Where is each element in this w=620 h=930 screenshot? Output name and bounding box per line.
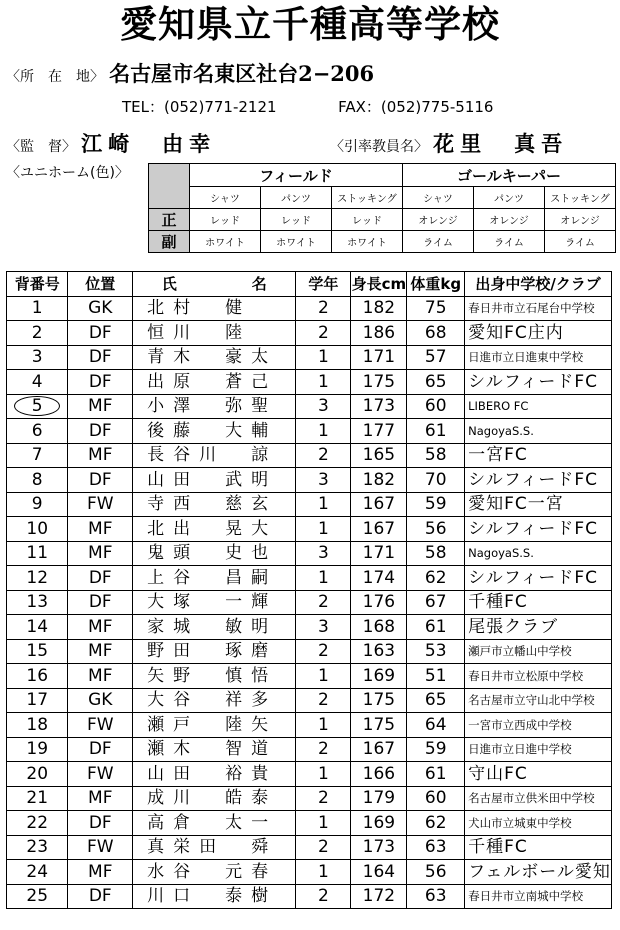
- uniform-color: オレンジ: [403, 209, 474, 231]
- address-value: 名古屋市名東区社台2−206: [109, 61, 375, 86]
- school-title: 愛知県立千種高等学校: [120, 3, 500, 46]
- player-grade: 1: [296, 811, 351, 836]
- player-height: 182: [351, 296, 407, 321]
- player-height: 167: [351, 517, 407, 542]
- uniform-color: ホワイト: [332, 231, 403, 253]
- player-name: 成川 皓泰: [133, 786, 296, 811]
- table-row: [7, 566, 612, 591]
- player-weight: 60: [407, 394, 465, 419]
- player-club: LIBERO FC: [465, 394, 612, 419]
- table-row: [7, 345, 612, 370]
- player-weight: 63: [407, 835, 465, 860]
- player-name: 寺西 慈玄: [133, 492, 296, 517]
- player-position: MF: [68, 639, 133, 664]
- coach-name: 江崎 由幸: [81, 131, 217, 156]
- player-position: DF: [68, 370, 133, 395]
- player-weight: 53: [407, 639, 465, 664]
- player-number: 7: [7, 443, 68, 468]
- player-position: GK: [68, 688, 133, 713]
- player-grade: 3: [296, 394, 351, 419]
- player-height: 166: [351, 762, 407, 787]
- player-grade: 1: [296, 419, 351, 444]
- uniform-row-label: 副: [149, 231, 190, 253]
- player-height: 169: [351, 664, 407, 689]
- player-number: 6: [7, 419, 68, 444]
- player-number: [7, 394, 68, 419]
- header-number: 背番号: [7, 272, 68, 297]
- header-grade: 学年: [296, 272, 351, 297]
- player-height: 176: [351, 590, 407, 615]
- player-position: FW: [68, 762, 133, 787]
- player-club: フェルボール愛知: [465, 860, 612, 885]
- player-club: 一宮FC: [465, 443, 612, 468]
- table-row: [7, 664, 612, 689]
- player-number: 19: [7, 737, 68, 762]
- player-club: 名古屋市立守山北中学校: [465, 688, 612, 713]
- coach-row: [6, 128, 216, 158]
- player-number: 9: [7, 492, 68, 517]
- tel-number: TEL：(052)771-2121: [122, 98, 277, 116]
- coach-label: 〈監 督〉: [6, 139, 76, 155]
- player-weight: 62: [407, 811, 465, 836]
- header-height: 身長cm: [351, 272, 407, 297]
- player-position: DF: [68, 884, 133, 909]
- contact-row: [122, 96, 493, 117]
- player-position: MF: [68, 517, 133, 542]
- teacher-row: [330, 128, 568, 158]
- player-height: 175: [351, 370, 407, 395]
- player-number: 14: [7, 615, 68, 640]
- player-name: 山田 裕貴: [133, 762, 296, 787]
- player-name: 家城 敏明: [133, 615, 296, 640]
- player-club: 名古屋市立供米田中学校: [465, 786, 612, 811]
- player-number: 21: [7, 786, 68, 811]
- player-grade: 1: [296, 713, 351, 738]
- player-weight: 61: [407, 762, 465, 787]
- player-name: 鬼頭 史也: [133, 541, 296, 566]
- player-number: 24: [7, 860, 68, 885]
- uniform-secondary-row: [149, 231, 616, 253]
- player-position: DF: [68, 321, 133, 346]
- player-number: 18: [7, 713, 68, 738]
- player-weight: 58: [407, 443, 465, 468]
- table-row: [7, 835, 612, 860]
- player-height: 175: [351, 713, 407, 738]
- player-name: 水谷 元春: [133, 860, 296, 885]
- player-name: 北出 晃大: [133, 517, 296, 542]
- player-name: 野田 琢磨: [133, 639, 296, 664]
- fax-number: FAX：(052)775-5116: [338, 98, 494, 116]
- uniform-color: レッド: [190, 209, 261, 231]
- teacher-label: 〈引率教員名〉: [330, 139, 428, 155]
- player-weight: 60: [407, 786, 465, 811]
- player-name: 川口 泰樹: [133, 884, 296, 909]
- player-position: MF: [68, 394, 133, 419]
- player-name: 出原 蒼己: [133, 370, 296, 395]
- player-grade: 3: [296, 468, 351, 493]
- table-row: [7, 419, 612, 444]
- player-weight: 59: [407, 737, 465, 762]
- player-grade: 2: [296, 737, 351, 762]
- uniform-item: ストッキング: [545, 187, 616, 209]
- player-name: 山田 武明: [133, 468, 296, 493]
- player-height: 172: [351, 884, 407, 909]
- player-position: MF: [68, 786, 133, 811]
- player-position: MF: [68, 443, 133, 468]
- player-weight: 62: [407, 566, 465, 591]
- table-row: [7, 860, 612, 885]
- player-height: 179: [351, 786, 407, 811]
- player-height: 177: [351, 419, 407, 444]
- table-row: [7, 296, 612, 321]
- player-club: NagoyaS.S.: [465, 541, 612, 566]
- table-row: [7, 443, 612, 468]
- uniform-color: レッド: [332, 209, 403, 231]
- player-grade: 1: [296, 762, 351, 787]
- player-number: 3: [7, 345, 68, 370]
- player-club: 日進市立日進中学校: [465, 737, 612, 762]
- header-name: 氏 名: [133, 272, 296, 297]
- player-number: 4: [7, 370, 68, 395]
- player-height: 174: [351, 566, 407, 591]
- player-grade: 2: [296, 443, 351, 468]
- player-number: 15: [7, 639, 68, 664]
- uniform-table: [148, 163, 616, 253]
- table-row: [7, 590, 612, 615]
- player-name: 長谷川 諒: [133, 443, 296, 468]
- player-grade: 1: [296, 517, 351, 542]
- table-row: [7, 541, 612, 566]
- player-grade: 1: [296, 345, 351, 370]
- uniform-item: シャツ: [190, 187, 261, 209]
- table-row: [7, 884, 612, 909]
- player-weight: 51: [407, 664, 465, 689]
- player-position: FW: [68, 713, 133, 738]
- uniform-row-label: 正: [149, 209, 190, 231]
- player-name: 恒川 陸: [133, 321, 296, 346]
- teacher-name: 花里 真吾: [433, 131, 569, 156]
- uniform-corner: [149, 164, 190, 209]
- player-weight: 65: [407, 370, 465, 395]
- player-number: 23: [7, 835, 68, 860]
- player-club: 春日井市立南城中学校: [465, 884, 612, 909]
- player-number: 17: [7, 688, 68, 713]
- table-row: [7, 713, 612, 738]
- player-weight: 68: [407, 321, 465, 346]
- player-weight: 58: [407, 541, 465, 566]
- player-club: 守山FC: [465, 762, 612, 787]
- player-club: 愛知FC一宮: [465, 492, 612, 517]
- player-number: 22: [7, 811, 68, 836]
- table-row: [7, 321, 612, 346]
- player-name: 瀬戸 陸矢: [133, 713, 296, 738]
- table-row: [7, 737, 612, 762]
- player-club: 瀬戸市立幡山中学校: [465, 639, 612, 664]
- player-name: 高倉 太一: [133, 811, 296, 836]
- uniform-color: ライム: [403, 231, 474, 253]
- uniform-item: ストッキング: [332, 187, 403, 209]
- player-number: 1: [7, 296, 68, 321]
- player-grade: 1: [296, 860, 351, 885]
- player-height: 169: [351, 811, 407, 836]
- table-row: [7, 639, 612, 664]
- player-club: シルフィードFC: [465, 370, 612, 395]
- table-row: [7, 688, 612, 713]
- player-height: 173: [351, 835, 407, 860]
- player-grade: 2: [296, 321, 351, 346]
- player-grade: 1: [296, 370, 351, 395]
- player-weight: 61: [407, 615, 465, 640]
- player-grade: 2: [296, 835, 351, 860]
- uniform-color: ホワイト: [261, 231, 332, 253]
- player-club: 春日井市立石尾台中学校: [465, 296, 612, 321]
- table-row: [7, 762, 612, 787]
- player-grade: 2: [296, 296, 351, 321]
- player-position: DF: [68, 737, 133, 762]
- player-grade: 1: [296, 566, 351, 591]
- player-grade: 2: [296, 786, 351, 811]
- player-grade: 2: [296, 884, 351, 909]
- player-club: 犬山市立城東中学校: [465, 811, 612, 836]
- player-number: 2: [7, 321, 68, 346]
- uniform-color: レッド: [261, 209, 332, 231]
- player-height: 167: [351, 492, 407, 517]
- player-number: 8: [7, 468, 68, 493]
- uniform-color: オレンジ: [545, 209, 616, 231]
- player-weight: 63: [407, 884, 465, 909]
- roster-body: [7, 296, 612, 909]
- roster-header-row: [7, 272, 612, 297]
- player-number: 20: [7, 762, 68, 787]
- player-height: 171: [351, 541, 407, 566]
- address-label: 〈所 在 地〉: [6, 69, 104, 85]
- player-number: 13: [7, 590, 68, 615]
- player-height: 182: [351, 468, 407, 493]
- player-position: MF: [68, 860, 133, 885]
- table-row: [7, 811, 612, 836]
- player-height: 175: [351, 688, 407, 713]
- player-position: DF: [68, 468, 133, 493]
- field-header: フィールド: [190, 164, 403, 187]
- player-weight: 75: [407, 296, 465, 321]
- player-club: 春日井市立松原中学校: [465, 664, 612, 689]
- player-grade: 1: [296, 492, 351, 517]
- player-number: 11: [7, 541, 68, 566]
- player-position: MF: [68, 664, 133, 689]
- player-number: 16: [7, 664, 68, 689]
- player-club: 千種FC: [465, 590, 612, 615]
- player-position: DF: [68, 811, 133, 836]
- player-weight: 70: [407, 468, 465, 493]
- player-club: シルフィードFC: [465, 468, 612, 493]
- header-club: 出身中学校/クラブ: [465, 272, 612, 297]
- player-height: 168: [351, 615, 407, 640]
- player-weight: 59: [407, 492, 465, 517]
- roster-table: [6, 271, 612, 909]
- player-club: 日進市立日進東中学校: [465, 345, 612, 370]
- table-row: [7, 492, 612, 517]
- player-height: 164: [351, 860, 407, 885]
- player-position: MF: [68, 541, 133, 566]
- player-number: 25: [7, 884, 68, 909]
- uniform-color: ライム: [545, 231, 616, 253]
- player-name: 後藤 大輔: [133, 419, 296, 444]
- player-name: 矢野 慎悟: [133, 664, 296, 689]
- uniform-color: ホワイト: [190, 231, 261, 253]
- player-grade: 3: [296, 615, 351, 640]
- player-position: MF: [68, 615, 133, 640]
- player-height: 186: [351, 321, 407, 346]
- player-height: 167: [351, 737, 407, 762]
- player-club: 一宮市立西成中学校: [465, 713, 612, 738]
- player-name: 小澤 弥聖: [133, 394, 296, 419]
- player-number: 12: [7, 566, 68, 591]
- player-name: 真栄田 舜: [133, 835, 296, 860]
- player-grade: 2: [296, 688, 351, 713]
- player-weight: 67: [407, 590, 465, 615]
- table-row: [7, 370, 612, 395]
- uniform-item: パンツ: [261, 187, 332, 209]
- captain-circled-number: 5: [14, 396, 60, 416]
- player-height: 165: [351, 443, 407, 468]
- player-weight: 57: [407, 345, 465, 370]
- uniform-color: オレンジ: [474, 209, 545, 231]
- player-position: FW: [68, 492, 133, 517]
- uniform-item: シャツ: [403, 187, 474, 209]
- table-row: [7, 615, 612, 640]
- player-name: 北村 健: [133, 296, 296, 321]
- player-weight: 56: [407, 860, 465, 885]
- player-grade: 1: [296, 664, 351, 689]
- player-club: NagoyaS.S.: [465, 419, 612, 444]
- player-name: 上谷 昌嗣: [133, 566, 296, 591]
- player-height: 171: [351, 345, 407, 370]
- uniform-primary-row: [149, 209, 616, 231]
- player-weight: 64: [407, 713, 465, 738]
- player-club: 千種FC: [465, 835, 612, 860]
- player-position: FW: [68, 835, 133, 860]
- header-position: 位置: [68, 272, 133, 297]
- player-name: 大谷 祥多: [133, 688, 296, 713]
- uniform-item: パンツ: [474, 187, 545, 209]
- address-row: [6, 58, 374, 88]
- goalkeeper-header: ゴールキーパー: [403, 164, 616, 187]
- player-grade: 2: [296, 590, 351, 615]
- player-position: DF: [68, 590, 133, 615]
- table-row: [7, 786, 612, 811]
- player-weight: 61: [407, 419, 465, 444]
- player-grade: 2: [296, 639, 351, 664]
- player-club: シルフィードFC: [465, 566, 612, 591]
- uniform-label: 〈ユニホーム(色)〉: [6, 165, 129, 181]
- player-weight: 65: [407, 688, 465, 713]
- player-position: DF: [68, 566, 133, 591]
- table-row: [7, 517, 612, 542]
- player-name: 青木 豪太: [133, 345, 296, 370]
- player-club: シルフィードFC: [465, 517, 612, 542]
- player-height: 173: [351, 394, 407, 419]
- player-grade: 3: [296, 541, 351, 566]
- player-name: 瀬木 智道: [133, 737, 296, 762]
- header-weight: 体重kg: [407, 272, 465, 297]
- player-name: 大塚 一輝: [133, 590, 296, 615]
- uniform-color: ライム: [474, 231, 545, 253]
- player-position: DF: [68, 345, 133, 370]
- player-number: 10: [7, 517, 68, 542]
- player-position: GK: [68, 296, 133, 321]
- player-weight: 56: [407, 517, 465, 542]
- player-position: DF: [68, 419, 133, 444]
- player-height: 163: [351, 639, 407, 664]
- player-club: 愛知FC庄内: [465, 321, 612, 346]
- player-club: 尾張クラブ: [465, 615, 612, 640]
- table-row: [7, 468, 612, 493]
- table-row: [7, 394, 612, 419]
